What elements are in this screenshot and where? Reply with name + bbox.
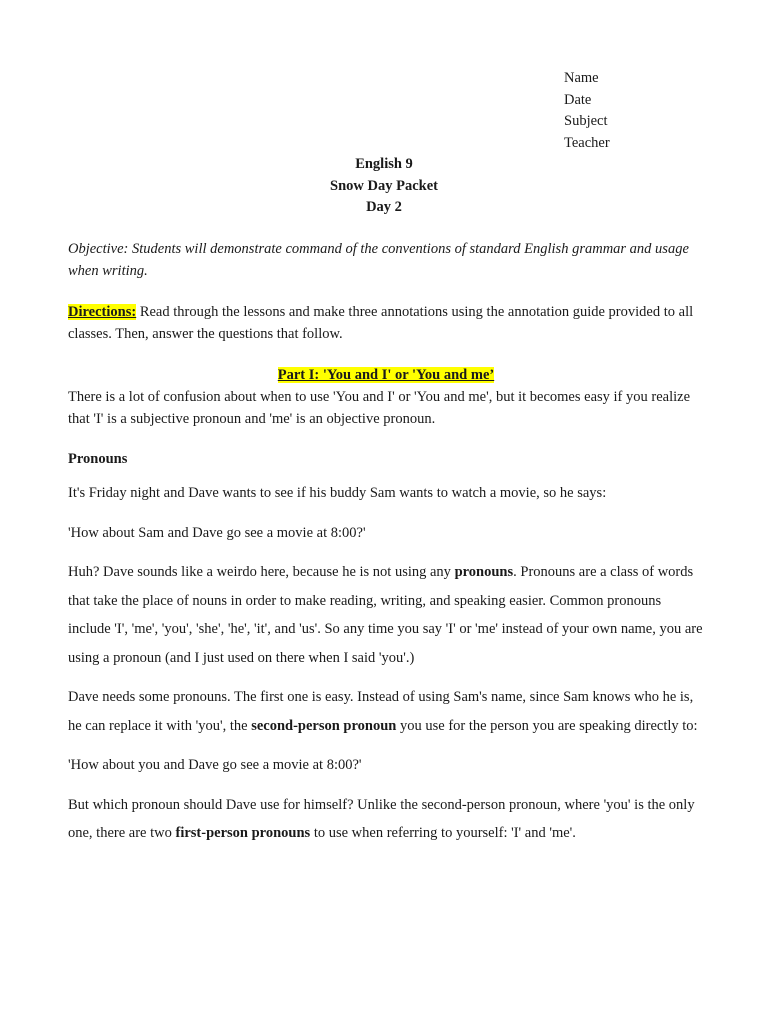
- p6-text-c: to use when referring to yourself: 'I' and 'me'.: [310, 825, 576, 841]
- p4-bold-term: second-person pronoun: [251, 717, 397, 734]
- p4-text-a: Dave needs some pronouns. The first one is easy. Instead of using Sam's name, since Sam knows who he is, he can replace it with 'you', the: [68, 689, 694, 734]
- directions-paragraph: [68, 302, 704, 345]
- p3-text-a: Huh? Dave sounds like a weirdo here, because he is not using any: [68, 564, 455, 580]
- pronouns-paragraph-6: [68, 791, 704, 848]
- pronouns-paragraph-4: [68, 683, 704, 740]
- title-course: English 9: [355, 156, 413, 172]
- pronouns-paragraph-3: [68, 558, 704, 672]
- p4-text-c: you use for the person you are speaking directly to:: [396, 717, 698, 734]
- subject-field-label: Subject: [564, 113, 608, 129]
- pronouns-heading: Pronouns: [68, 451, 128, 467]
- teacher-field-label: Teacher: [564, 134, 610, 151]
- date-field-label: Date: [564, 91, 592, 108]
- document-title: [0, 154, 768, 219]
- pronouns-paragraph-2: 'How about Sam and Dave go see a movie at 8:00?': [68, 524, 366, 541]
- student-info-fields: [564, 68, 610, 154]
- p6-text-a: But which pronoun should Dave use for himself? Unlike the second-person pronoun, where 'you' is the only one, there are two: [68, 796, 695, 841]
- part-one-intro: There is a lot of confusion about when to use 'You and I' or 'You and me', but it becomes easy if you realize that 'I' is a subjective pronoun and 'me' is an objective pronoun.: [68, 389, 691, 427]
- directions-label: Directions:: [68, 304, 137, 320]
- title-day: Day 2: [366, 199, 402, 215]
- name-field-label: Name: [564, 70, 599, 86]
- part-one-title: Part I: 'You and I' or 'You and me’: [277, 367, 495, 383]
- document-body: [68, 239, 704, 848]
- part-one-heading: [68, 365, 704, 386]
- directions-text: Read through the lessons and make three annotations using the annotation guide provided to all classes. Then, answer the questions that follow.: [68, 304, 694, 342]
- p6-bold-term: first-person pronouns: [175, 825, 311, 841]
- p3-bold-term: pronouns: [454, 564, 514, 580]
- title-packet: Snow Day Packet: [330, 177, 438, 194]
- objective-statement: Objective: Students will demonstrate command of the conventions of standard English grammar and usage when writing.: [68, 241, 689, 279]
- p3-text-c: . Pronouns are a class of words that take the place of nouns in order to make reading, writing, and speaking easier. Common pronouns include 'I', 'me', 'you', 'she', 'he', 'it', and 'us'. So any time you say 'I' or 'me' instead of your own name, you are using a pronoun (and I just used on there when I said 'you'.): [68, 564, 703, 666]
- pronouns-paragraph-5: 'How about you and Dave go see a movie at 8:00?': [68, 757, 362, 773]
- pronouns-paragraph-1: It's Friday night and Dave wants to see if his buddy Sam wants to watch a movie, so he says:: [68, 485, 607, 501]
